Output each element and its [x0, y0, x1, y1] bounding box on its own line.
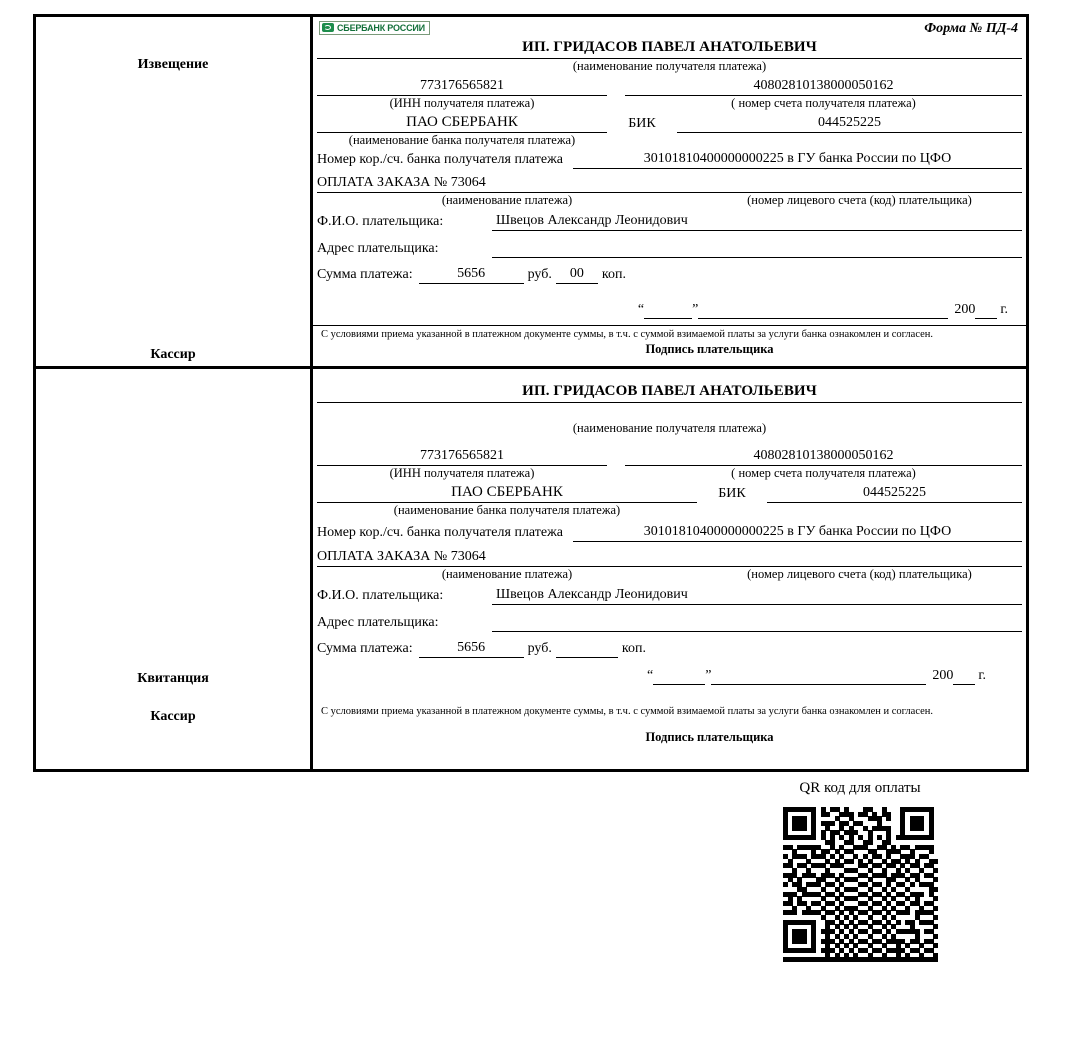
- bik-value-bottom: 044525225: [767, 485, 1022, 503]
- notice-stub-label: Извещение: [137, 57, 209, 72]
- sum-label-bottom: Сумма платежа:: [317, 641, 413, 656]
- purpose-top: ОПЛАТА ЗАКАЗА № 73064: [317, 175, 697, 193]
- qr-title: QR код для оплаты: [799, 780, 921, 796]
- bank-name-bottom: ПАО СБЕРБАНК: [317, 484, 697, 503]
- corr-value-top: 30101810400000000225 в ГУ банка России по ЦФО: [573, 151, 1022, 169]
- year-digits-top: [975, 303, 997, 319]
- recipient-name-top: ИП. ГРИДАСОВ ПАВЕЛ АНАТОЛЬЕВИЧ: [317, 39, 1022, 59]
- account-caption-bottom: ( номер счета получателя платежа): [731, 466, 916, 480]
- receipt-part: [36, 369, 1026, 769]
- year-digits-bottom: [953, 669, 975, 685]
- date-quote-close-bottom: ”: [705, 668, 712, 683]
- address-label-bottom: Адрес плательщика:: [317, 615, 439, 630]
- rub-word-top: руб.: [527, 267, 552, 282]
- date-month-top: [698, 303, 948, 319]
- signature-label-bottom: Подпись плательщика: [645, 730, 774, 745]
- recipient-caption-top: (наименование получателя платежа): [572, 59, 767, 73]
- receipt-body: [313, 369, 1026, 769]
- sberbank-logo-text: СБЕРБАНК РОССИИ: [337, 23, 425, 33]
- personal-account-top: [697, 174, 1022, 193]
- date-day-top: [644, 303, 692, 319]
- year-prefix-bottom: 200: [932, 668, 954, 683]
- corr-label-top: Номер кор./сч. банка получателя платежа: [317, 152, 563, 167]
- qr-code-image: [783, 807, 938, 962]
- account-caption-top: ( номер счета получателя платежа): [731, 96, 916, 110]
- inn-value-bottom: 773176565821: [317, 448, 607, 466]
- personal-account-bottom: [697, 548, 1022, 567]
- address-value-top: [492, 239, 1022, 258]
- date-quote-open-bottom: “: [647, 668, 654, 683]
- bank-name-top: ПАО СБЕРБАНК: [317, 114, 607, 133]
- purpose-caption-bottom: (наименование платежа): [441, 567, 573, 581]
- corr-value-bottom: 30101810400000000225 в ГУ банка России по ЦФО: [573, 524, 1022, 542]
- kop-word-bottom: коп.: [621, 641, 646, 656]
- conditions-top: С условиями приема указанной в платежном документе суммы, в т.ч. с суммой взимаемой платы за услуги банка ознакомлен и согласен.: [321, 329, 934, 340]
- receipt-stub: [36, 369, 313, 769]
- qr-section: [760, 780, 960, 967]
- purpose-bottom: ОПЛАТА ЗАКАЗА № 73064: [317, 549, 697, 567]
- address-label-top: Адрес плательщика:: [317, 241, 439, 256]
- date-day-bottom: [653, 669, 705, 685]
- sum-label-top: Сумма платежа:: [317, 267, 413, 282]
- sberbank-mark-icon: [322, 23, 334, 32]
- personal-account-caption-top: (номер лицевого счета (код) плательщика): [747, 193, 972, 207]
- account-value-top: 40802810138000050162: [625, 78, 1022, 96]
- sum-kop-top: 00: [556, 266, 598, 284]
- recipient-name-bottom: ИП. ГРИДАСОВ ПАВЕЛ АНАТОЛЬЕВИЧ: [317, 383, 1022, 403]
- sum-rub-top: 5656: [419, 266, 524, 284]
- sberbank-logo: [319, 21, 430, 35]
- rub-word-bottom: руб.: [527, 641, 552, 656]
- payer-name-bottom: Швецов Александр Леонидович: [492, 587, 1022, 605]
- payer-label-top: Ф.И.О. плательщика:: [317, 214, 444, 229]
- inn-caption-top: (ИНН получателя платежа): [389, 96, 535, 110]
- year-prefix-top: 200: [954, 302, 976, 317]
- receipt-stub-label: Квитанция: [137, 671, 209, 686]
- personal-account-caption-bottom: (номер лицевого счета (код) плательщика): [747, 567, 972, 581]
- sum-kop-bottom: [556, 656, 618, 658]
- sum-rub-bottom: 5656: [419, 640, 524, 658]
- account-value-bottom: 40802810138000050162: [625, 448, 1022, 466]
- bik-label-top: БИК: [628, 116, 656, 131]
- payer-name-top: Швецов Александр Леонидович: [492, 213, 1022, 231]
- date-quote-open-top: “: [637, 302, 645, 317]
- year-suffix-bottom: г.: [978, 668, 986, 683]
- notice-stub: [36, 17, 313, 366]
- recipient-caption-bottom: (наименование получателя платежа): [572, 421, 767, 435]
- notice-body: [313, 17, 1026, 366]
- purpose-caption-top: (наименование платежа): [441, 193, 573, 207]
- date-quote-close-top: ”: [692, 302, 699, 317]
- signature-label-top: Подпись плательщика: [645, 342, 774, 357]
- date-month-bottom: [711, 669, 926, 685]
- year-suffix-top: г.: [1000, 302, 1008, 317]
- bank-caption-top: (наименование банка получателя платежа): [348, 133, 576, 147]
- cashier-top-label: Кассир: [150, 347, 196, 362]
- inn-caption-bottom: (ИНН получателя платежа): [389, 466, 535, 480]
- notice-part: [36, 17, 1026, 369]
- inn-value-top: 773176565821: [317, 78, 607, 96]
- form-number: Форма № ПД-4: [924, 21, 1018, 36]
- payer-label-bottom: Ф.И.О. плательщика:: [317, 588, 444, 603]
- address-value-bottom: [492, 613, 1022, 632]
- payment-form: [33, 14, 1029, 772]
- bik-value-top: 044525225: [677, 115, 1022, 133]
- bik-label-bottom: БИК: [718, 486, 746, 501]
- notice-topbar: [313, 17, 1026, 37]
- bank-caption-bottom: (наименование банка получателя платежа): [393, 503, 621, 517]
- corr-label-bottom: Номер кор./сч. банка получателя платежа: [317, 525, 563, 540]
- cashier-bottom-label: Кассир: [150, 709, 196, 724]
- conditions-bottom: С условиями приема указанной в платежном документе суммы, в т.ч. с суммой взимаемой платы за услуги банка ознакомлен и согласен.: [321, 706, 934, 717]
- kop-word-top: коп.: [601, 267, 626, 282]
